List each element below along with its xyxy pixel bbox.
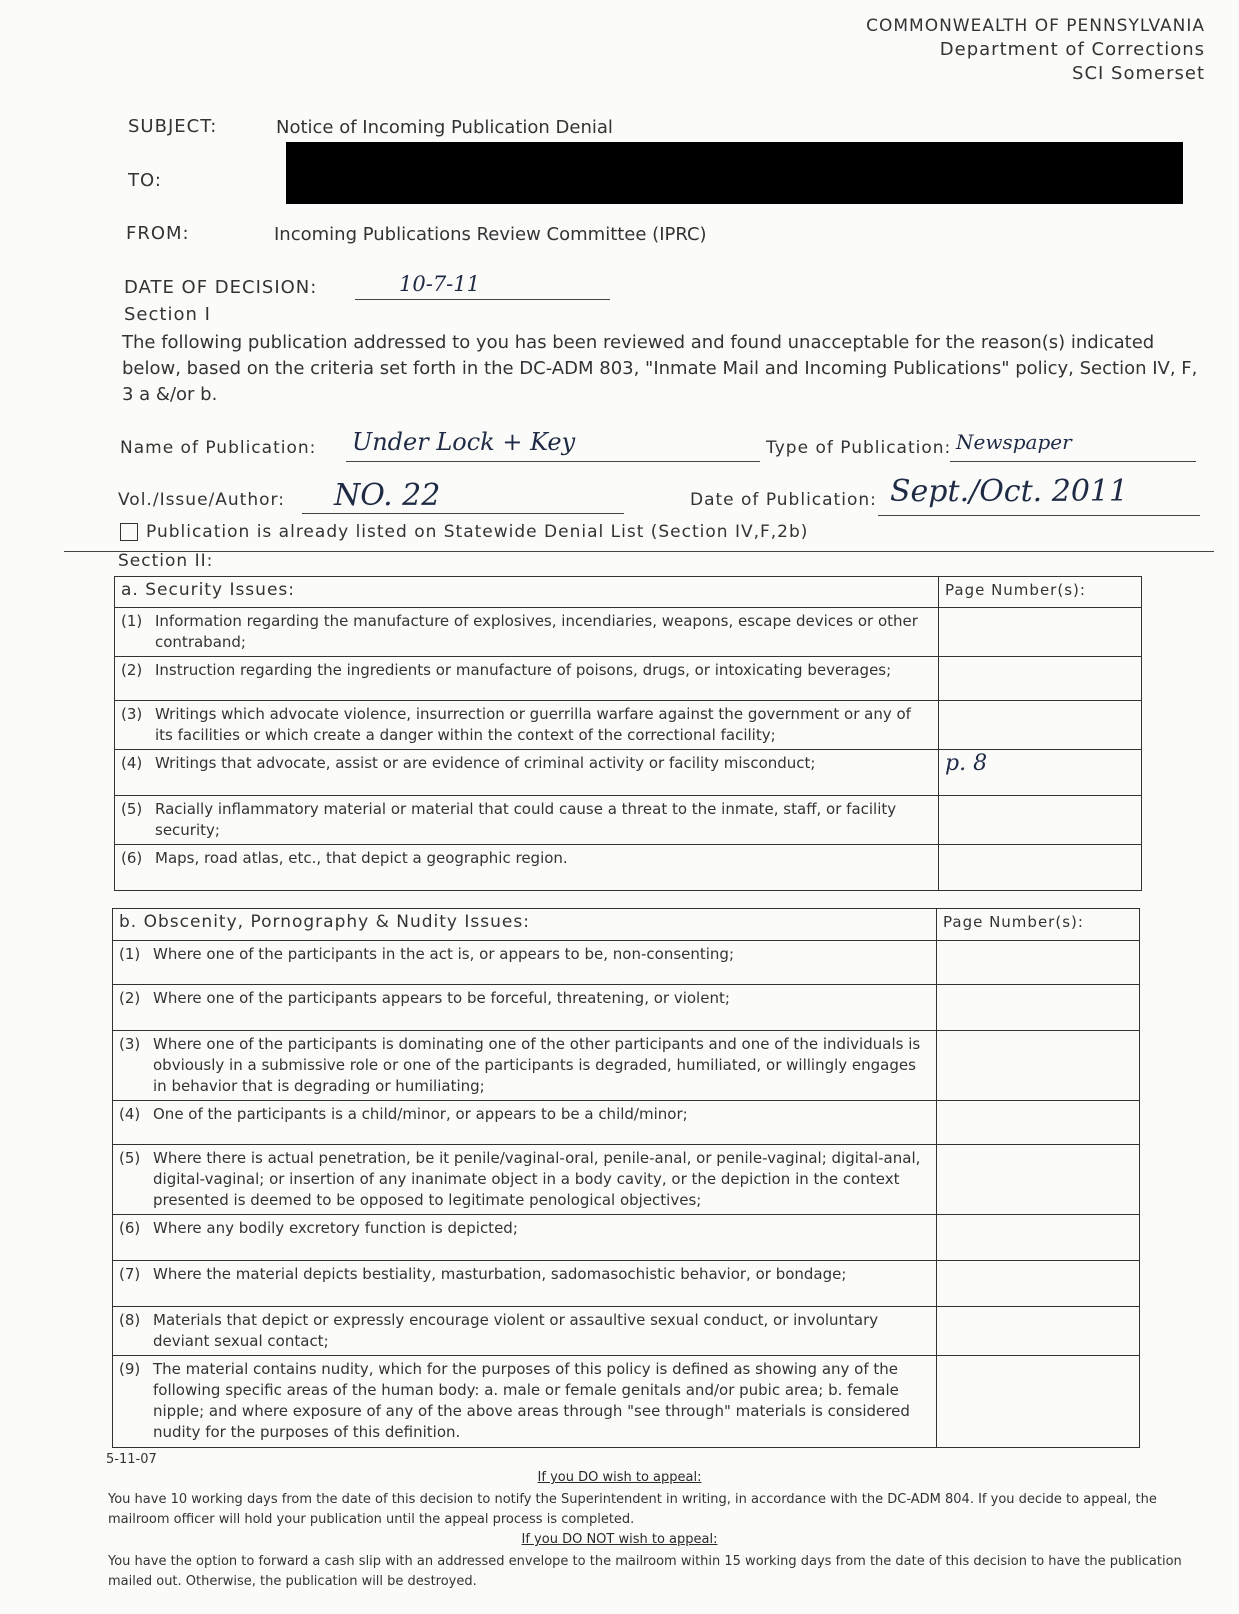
statewide-denial-checkbox[interactable] <box>120 523 138 541</box>
item-number: (1) <box>121 612 143 630</box>
page-number-cell[interactable] <box>939 796 1142 845</box>
table-row <box>113 1215 1140 1261</box>
table-row <box>115 608 1142 657</box>
item-number: (8) <box>119 1311 141 1329</box>
to-label: TO: <box>128 170 162 191</box>
item-text: Writings which advocate violence, insurrection or guerrilla warfare against the government or any of its facilities or which create a danger within the context of the correctional facility; <box>155 705 911 744</box>
item-text: Where one of the participants is dominating one of the other participants and one of the individuals is obviously in a submissive role or one of the participants is degraded, humiliated, or willingly engages in behavior that is degrading or humiliating; <box>153 1035 921 1095</box>
from-label: FROM: <box>126 223 190 244</box>
item-number: (6) <box>119 1219 141 1237</box>
page-number-cell[interactable] <box>937 1031 1140 1101</box>
table-row <box>115 657 1142 701</box>
date-of-publication-value: Sept./Oct. 2011 <box>878 474 1200 516</box>
item-number: (9) <box>119 1360 141 1378</box>
section-1-text: The following publication addressed to you has been reviewed and found unacceptable for the reason(s) indicated below, based on the criteria set forth in the DC-ADM 803, "Inmate Mail and Incoming Publications" policy, Section IV, F, 3 a &/or b. <box>122 332 1198 405</box>
item-number: (7) <box>119 1265 141 1283</box>
item-number: (3) <box>119 1035 141 1053</box>
table-row <box>115 750 1142 796</box>
table-row <box>113 1031 1140 1101</box>
obscenity-page-number-header: Page Number(s): <box>937 909 1140 941</box>
item-text: Information regarding the manufacture of explosives, incendiaries, weapons, escape devices or other contraband; <box>155 612 918 651</box>
page-number-cell[interactable]: p. 8 <box>939 750 1142 796</box>
vol-issue-author-label: Vol./Issue/Author: <box>118 490 285 510</box>
date-of-decision-label: DATE OF DECISION: <box>124 277 318 298</box>
page-number-cell[interactable] <box>937 1101 1140 1145</box>
table-row <box>113 1356 1140 1448</box>
subject-label: SUBJECT: <box>128 116 218 137</box>
item-number: (3) <box>121 705 143 723</box>
publication-type-value: Newspaper <box>950 430 1196 462</box>
subject-value: Notice of Incoming Publication Denial <box>276 117 613 138</box>
no-appeal-heading: If you DO NOT wish to appeal: <box>521 1532 718 1547</box>
item-number: (6) <box>121 849 143 867</box>
agency-name: COMMONWEALTH OF PENNSYLVANIA <box>866 16 1205 36</box>
table-row <box>113 1307 1140 1356</box>
item-number: (4) <box>119 1105 141 1123</box>
item-text: Maps, road atlas, etc., that depict a geographic region. <box>155 849 568 867</box>
item-text: Where the material depicts bestiality, masturbation, sadomasochistic behavior, or bondage; <box>153 1265 847 1283</box>
table-row <box>113 941 1140 985</box>
section-divider <box>64 551 1214 552</box>
table-row <box>115 701 1142 750</box>
letterhead <box>866 14 1205 86</box>
item-text: Where there is actual penetration, be it penile/vaginal-oral, penile-anal, or penile-vaginal; digital-anal, digital-vaginal; or insertion of any inanimate object in a body cavity, or the depiction in the context presented is deemed to be opposed to legitimate penological objectives; <box>153 1149 921 1209</box>
item-text: Racially inflammatory material or material that could cause a threat to the inmate, staff, or facility security; <box>155 800 897 839</box>
statewide-denial-option <box>120 522 808 542</box>
date-of-decision-value: 10-7-11 <box>355 272 610 300</box>
publication-type-label: Type of Publication: <box>766 438 952 458</box>
item-text: One of the participants is a child/minor, or appears to be a child/minor; <box>153 1105 688 1123</box>
item-number: (1) <box>119 945 141 963</box>
item-text: Where any bodily excretory function is depicted; <box>153 1219 518 1237</box>
appeal-heading: If you DO wish to appeal: <box>537 1470 702 1485</box>
table-row <box>113 1261 1140 1307</box>
table-row <box>113 1145 1140 1215</box>
page-number-cell[interactable] <box>937 941 1140 985</box>
table-row <box>113 1101 1140 1145</box>
appeal-text: You have 10 working days from the date of this decision to notify the Superintendent in writing, in accordance with the DC-ADM 804. If you decide to appeal, the mailroom officer will hold your publication until the appeal process is completed. <box>108 1492 1157 1527</box>
item-text: Writings that advocate, assist or are evidence of criminal activity or facility misconduct; <box>155 754 816 772</box>
publication-name-label: Name of Publication: <box>120 438 317 458</box>
page-number-cell[interactable] <box>939 701 1142 750</box>
security-issues-heading: a. Security Issues: <box>115 577 939 608</box>
item-text: Where one of the participants in the act is, or appears to be, non-consenting; <box>153 945 735 963</box>
item-number: (2) <box>119 989 141 1007</box>
item-text: Materials that depict or expressly encourage violent or assaultive sexual conduct, or involuntary deviant sexual contact; <box>153 1311 879 1350</box>
no-appeal-text: You have the option to forward a cash slip with an addressed envelope to the mailroom within 15 working days from the date of this decision to have the publication mailed out. Otherwise, the publication will be destroyed. <box>108 1554 1182 1589</box>
security-issues-table <box>114 576 1142 891</box>
item-text: Instruction regarding the ingredients or manufacture of poisons, drugs, or intoxicating beverages; <box>155 661 892 679</box>
item-text: The material contains nudity, which for the purposes of this policy is defined as showing any of the following specific areas of the human body: a. male or female genitals and/or pubic area; b. female nipple; and where exposure of any of the above areas through "see through" materials is considered nudity for the purposes of this definition. <box>153 1360 910 1441</box>
obscenity-issues-table <box>112 908 1140 1448</box>
section-2-title: Section II: <box>118 551 214 571</box>
table-row <box>115 796 1142 845</box>
item-number: (2) <box>121 661 143 679</box>
table-row <box>113 985 1140 1031</box>
item-number: (4) <box>121 754 143 772</box>
vol-issue-author-value: NO. 22 <box>302 478 624 514</box>
department-name: Department of Corrections <box>939 39 1205 60</box>
redacted-recipient <box>286 142 1183 204</box>
item-number: (5) <box>119 1149 141 1167</box>
facility-name: SCI Somerset <box>1072 63 1205 84</box>
item-number: (5) <box>121 800 143 818</box>
obscenity-issues-heading: b. Obscenity, Pornography & Nudity Issues: <box>113 909 937 941</box>
table-row <box>115 845 1142 891</box>
form-revision-date: 5-11-07 <box>106 1452 157 1467</box>
from-value: Incoming Publications Review Committee (IPRC) <box>274 224 707 245</box>
page-number-cell[interactable] <box>937 985 1140 1031</box>
date-of-publication-label: Date of Publication: <box>690 490 877 510</box>
page-number-cell[interactable] <box>939 657 1142 701</box>
section-1-title: Section I <box>124 304 211 325</box>
page-number-cell[interactable] <box>937 1261 1140 1307</box>
page-number-cell[interactable] <box>937 1215 1140 1261</box>
page-number-cell[interactable] <box>939 608 1142 657</box>
item-text: Where one of the participants appears to be forceful, threatening, or violent; <box>153 989 730 1007</box>
page-number-cell[interactable] <box>937 1145 1140 1215</box>
page-number-cell[interactable] <box>939 845 1142 891</box>
publication-name-value: Under Lock + Key <box>346 428 760 462</box>
page-number-cell[interactable] <box>937 1356 1140 1448</box>
security-page-number-header: Page Number(s): <box>939 577 1142 608</box>
page-number-cell[interactable] <box>937 1307 1140 1356</box>
statewide-denial-label: Publication is already listed on Statewide Denial List (Section IV,F,2b) <box>146 522 809 542</box>
